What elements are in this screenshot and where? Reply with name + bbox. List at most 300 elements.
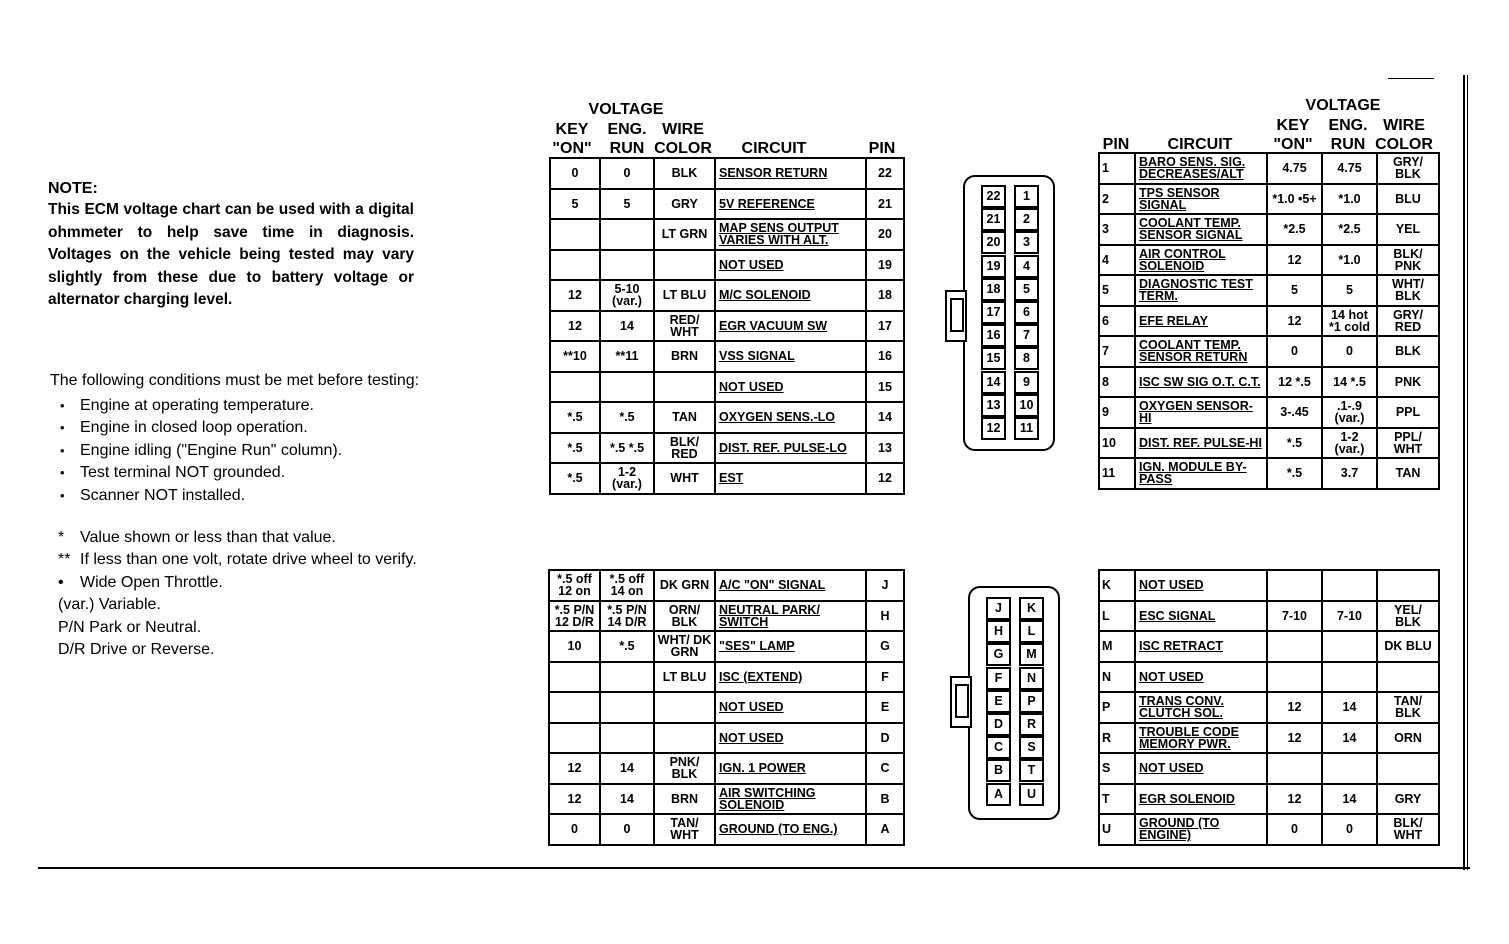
connector-pin: 14: [981, 371, 1006, 394]
table-cell: BLK/ RED: [654, 433, 715, 464]
table-row: [549, 692, 904, 723]
table-cell: C: [866, 753, 904, 784]
table-cell: PNK/ BLK: [654, 753, 715, 784]
conditions-list: [60, 395, 342, 507]
table-cell: NOT USED: [715, 692, 866, 723]
table-row: [1099, 753, 1439, 784]
connector-pin: 19: [981, 255, 1006, 278]
table-cell: RED/ WHT: [654, 311, 715, 342]
table-cell: [600, 250, 654, 281]
connector-pin: 15: [981, 347, 1006, 370]
table-cell: 0: [550, 158, 600, 189]
right-pin-header: PIN: [1102, 136, 1130, 153]
table-row: [549, 662, 904, 693]
table-cell: BLK/ WHT: [1377, 814, 1439, 845]
table-row: [550, 280, 904, 311]
run-label: RUN: [609, 140, 645, 157]
eng-label: ENG.: [1328, 117, 1368, 134]
table-row: [1099, 397, 1439, 428]
connector-pin: T: [1019, 759, 1044, 782]
condition-item: • Scanner NOT installed.: [60, 485, 342, 507]
table-cell: 12: [550, 280, 600, 311]
table-cell: A/C "ON" SIGNAL: [715, 570, 866, 601]
table-cell: WHT/ DK GRN: [654, 631, 715, 662]
table-cell: AIR SWITCHING SOLENOID: [715, 784, 866, 815]
table-cell: [1267, 662, 1322, 693]
connector-pin: 22: [981, 185, 1006, 208]
table-cell: *.5: [1267, 458, 1322, 489]
right-edge-rule-2: [1467, 75, 1468, 870]
color-label: COLOR: [1375, 136, 1433, 153]
table-cell: NOT USED: [1135, 662, 1267, 693]
upper-connector-diagram: [963, 175, 1055, 451]
table-cell: 0: [600, 158, 654, 189]
condition-item: • Engine at operating temperature.: [60, 395, 342, 417]
table-cell: ORN: [1377, 723, 1439, 754]
table-cell: [654, 692, 715, 723]
table-cell: EST: [715, 463, 866, 494]
key-label: KEY: [555, 121, 589, 138]
table-cell: 13: [866, 433, 904, 464]
table-cell: 12: [1267, 306, 1322, 337]
connector-pin: P: [1019, 690, 1044, 713]
legend-item: [58, 572, 417, 594]
table-cell: [654, 723, 715, 754]
table-row: [1099, 184, 1439, 215]
table-cell: *.5: [550, 463, 600, 494]
connector-pin: 18: [981, 278, 1006, 301]
table-cell: YEL/ BLK: [1377, 601, 1439, 632]
table-cell: DK BLU: [1377, 631, 1439, 662]
connector-pin: F: [986, 667, 1011, 690]
connector-pin: M: [1019, 643, 1044, 666]
left-wire-header: [652, 120, 714, 158]
right-circuit-header: CIRCUIT: [1167, 136, 1233, 153]
connector-pin: J: [986, 597, 1011, 620]
table-cell: 12: [1267, 692, 1322, 723]
table-row: [550, 219, 904, 250]
table-cell: **10: [550, 341, 600, 372]
table-cell: 14: [1322, 692, 1377, 723]
table-cell: LT BLU: [654, 662, 715, 693]
table-cell: NOT USED: [1135, 753, 1267, 784]
table-cell: 5-10 (var.): [600, 280, 654, 311]
table-row: [549, 814, 904, 845]
connector-pin: 4: [1014, 255, 1039, 278]
table-cell: M/C SOLENOID: [715, 280, 866, 311]
table-cell: *1.0: [1322, 245, 1377, 276]
table-cell: BARO SENS. SIG. DECREASES/ALT: [1135, 153, 1267, 184]
connector-pin: S: [1019, 736, 1044, 759]
table-cell: 6: [1099, 306, 1135, 337]
table-cell: 10: [1099, 428, 1135, 459]
legend-symbol: •: [58, 573, 64, 591]
table-cell: 0: [1267, 336, 1322, 367]
table-cell: ORN/ BLK: [654, 601, 715, 632]
table-cell: [600, 372, 654, 403]
table-cell: GRY/ RED: [1377, 306, 1439, 337]
bottom-rule: [38, 867, 1470, 869]
table-cell: TPS SENSOR SIGNAL: [1135, 184, 1267, 215]
table-cell: **11: [600, 341, 654, 372]
connector-pin: N: [1019, 667, 1044, 690]
table-cell: AIR CONTROL SOLENOID: [1135, 245, 1267, 276]
table-cell: LT GRN: [654, 219, 715, 250]
right-key-header: [1264, 116, 1322, 154]
table-row: [550, 158, 904, 189]
on-label: "ON": [1273, 136, 1313, 153]
table-row: [1099, 245, 1439, 276]
table-cell: S: [1099, 753, 1135, 784]
table-cell: 8: [1099, 367, 1135, 398]
table-cell: .1-.9 (var.): [1322, 397, 1377, 428]
upper-left-voltage-table: [549, 157, 905, 495]
connector-pin: 16: [981, 324, 1006, 347]
table-cell: 0: [549, 814, 600, 845]
connector-pin: 12: [981, 417, 1006, 440]
table-cell: 20: [866, 219, 904, 250]
connector-pin: 9: [1014, 371, 1039, 394]
table-row: [549, 753, 904, 784]
table-cell: NEUTRAL PARK/ SWITCH: [715, 601, 866, 632]
table-cell: NOT USED: [715, 250, 866, 281]
table-cell: NOT USED: [715, 372, 866, 403]
table-cell: *.5: [600, 402, 654, 433]
on-label: "ON": [552, 140, 592, 157]
table-cell: 17: [866, 311, 904, 342]
table-row: [550, 402, 904, 433]
table-cell: GRY/ BLK: [1377, 153, 1439, 184]
table-cell: [549, 692, 600, 723]
table-cell: 3.7: [1322, 458, 1377, 489]
table-cell: [1377, 753, 1439, 784]
table-cell: TAN: [654, 402, 715, 433]
table-row: [1099, 214, 1439, 245]
table-cell: 19: [866, 250, 904, 281]
connector-pin: E: [986, 690, 1011, 713]
table-row: [550, 433, 904, 464]
table-row: [549, 570, 904, 601]
table-cell: 21: [866, 189, 904, 220]
table-cell: 5V REFERENCE: [715, 189, 866, 220]
table-cell: [550, 250, 600, 281]
left-pin-header: PIN: [868, 140, 896, 157]
connector-pin: 6: [1014, 301, 1039, 324]
table-cell: IGN. MODULE BY-PASS: [1135, 458, 1267, 489]
right-wire-header: [1372, 116, 1436, 154]
table-cell: M: [1099, 631, 1135, 662]
table-cell: PNK: [1377, 367, 1439, 398]
table-cell: [550, 219, 600, 250]
table-cell: BLK: [1377, 336, 1439, 367]
table-cell: 14: [600, 753, 654, 784]
table-cell: SENSOR RETURN: [715, 158, 866, 189]
upper-right-voltage-table: [1098, 152, 1440, 490]
table-cell: 4: [1099, 245, 1135, 276]
legend-text: If less than one volt, rotate drive wheel to verify.: [80, 551, 417, 569]
connector-pin: 17: [981, 301, 1006, 324]
table-cell: TRANS CONV. CLUTCH SOL.: [1135, 692, 1267, 723]
table-cell: WHT/ BLK: [1377, 275, 1439, 306]
table-cell: NOT USED: [1135, 570, 1267, 601]
legend-text: (var.) Variable.: [58, 596, 161, 614]
table-cell: *.5 off 14 on: [600, 570, 654, 601]
table-cell: [1322, 753, 1377, 784]
table-cell: *.5: [550, 433, 600, 464]
table-cell: OXYGEN SENS.-LO: [715, 402, 866, 433]
table-cell: BRN: [654, 784, 715, 815]
table-cell: 4.75: [1267, 153, 1322, 184]
connector-pin: C: [986, 736, 1011, 759]
legend-symbol: **: [58, 551, 71, 569]
table-cell: 12: [866, 463, 904, 494]
table-cell: 5: [600, 189, 654, 220]
left-voltage-header: VOLTAGE: [588, 101, 664, 118]
table-cell: 5: [1322, 275, 1377, 306]
table-row: [1099, 428, 1439, 459]
table-cell: 12: [1267, 784, 1322, 815]
table-row: [1099, 570, 1439, 601]
table-row: [1099, 723, 1439, 754]
table-cell: DIST. REF. PULSE-LO: [715, 433, 866, 464]
lower-right-voltage-table: [1098, 569, 1440, 846]
table-cell: [600, 219, 654, 250]
table-cell: 12 *.5: [1267, 367, 1322, 398]
table-cell: K: [1099, 570, 1135, 601]
connector-pin: 11: [1014, 417, 1039, 440]
table-row: [550, 372, 904, 403]
table-cell: OXYGEN SENSOR-HI: [1135, 397, 1267, 428]
table-cell: 15: [866, 372, 904, 403]
right-voltage-header: VOLTAGE: [1305, 97, 1381, 114]
table-cell: [654, 250, 715, 281]
table-cell: 22: [866, 158, 904, 189]
table-row: [1099, 784, 1439, 815]
table-cell: 14: [866, 402, 904, 433]
table-cell: PPL/ WHT: [1377, 428, 1439, 459]
condition-item: • Engine idling ("Engine Run" column).: [60, 440, 342, 462]
table-row: [1099, 367, 1439, 398]
table-cell: GROUND (TO ENG.): [715, 814, 866, 845]
table-cell: L: [1099, 601, 1135, 632]
table-cell: 2: [1099, 184, 1135, 215]
table-cell: DK GRN: [654, 570, 715, 601]
table-cell: BLU: [1377, 184, 1439, 215]
table-cell: 14 hot *1 cold: [1322, 306, 1377, 337]
table-cell: B: [866, 784, 904, 815]
table-cell: [549, 662, 600, 693]
table-cell: 1: [1099, 153, 1135, 184]
table-cell: NOT USED: [715, 723, 866, 754]
table-row: [550, 250, 904, 281]
table-cell: [1377, 570, 1439, 601]
wire-label: WIRE: [662, 121, 704, 138]
table-cell: EFE RELAY: [1135, 306, 1267, 337]
table-cell: [600, 662, 654, 693]
legend-item: [58, 594, 417, 616]
connector-pin: 21: [981, 208, 1006, 231]
table-cell: BRN: [654, 341, 715, 372]
table-cell: GRY: [654, 189, 715, 220]
table-cell: H: [866, 601, 904, 632]
table-cell: BLK/ PNK: [1377, 245, 1439, 276]
connector-pin: 13: [981, 394, 1006, 417]
table-cell: 12: [549, 784, 600, 815]
table-cell: COOLANT TEMP. SENSOR SIGNAL: [1135, 214, 1267, 245]
table-cell: 0: [1322, 814, 1377, 845]
legend-text: Value shown or less than that value.: [80, 529, 336, 546]
table-cell: [549, 723, 600, 754]
table-cell: [550, 372, 600, 403]
table-cell: TROUBLE CODE MEMORY PWR.: [1135, 723, 1267, 754]
table-cell: 16: [866, 341, 904, 372]
table-cell: [1267, 570, 1322, 601]
table-cell: [1322, 570, 1377, 601]
table-cell: 12: [550, 311, 600, 342]
table-row: [1099, 692, 1439, 723]
connector-pin: U: [1019, 783, 1044, 806]
connector-pin: 20: [981, 231, 1006, 254]
legend-list: [58, 527, 417, 661]
legend-symbol: *: [58, 529, 65, 546]
table-row: [549, 631, 904, 662]
table-cell: YEL: [1377, 214, 1439, 245]
table-cell: 7-10: [1267, 601, 1322, 632]
table-cell: TAN/ BLK: [1377, 692, 1439, 723]
legend-item: [58, 617, 417, 639]
legend-text: Wide Open Throttle.: [80, 573, 223, 591]
table-cell: EGR VACUUM SW: [715, 311, 866, 342]
table-row: [1099, 306, 1439, 337]
connector-pin: L: [1019, 620, 1044, 643]
table-cell: *.5: [550, 402, 600, 433]
connector-pin: G: [986, 643, 1011, 666]
connector-pin: K: [1019, 597, 1044, 620]
table-cell: 5: [1099, 275, 1135, 306]
table-cell: *.5: [600, 631, 654, 662]
left-eng-header: [600, 120, 654, 158]
table-row: [550, 463, 904, 494]
table-cell: 4.75: [1322, 153, 1377, 184]
table-cell: MAP SENS OUTPUT VARIES WITH ALT.: [715, 219, 866, 250]
table-cell: 0: [1322, 336, 1377, 367]
table-row: [1099, 458, 1439, 489]
table-cell: [600, 692, 654, 723]
table-cell: 14: [1322, 723, 1377, 754]
table-cell: EGR SOLENOID: [1135, 784, 1267, 815]
wire-label: WIRE: [1383, 117, 1425, 134]
left-key-header: [549, 120, 595, 158]
table-cell: "SES" LAMP: [715, 631, 866, 662]
table-cell: 7-10: [1322, 601, 1377, 632]
table-cell: 18: [866, 280, 904, 311]
table-cell: U: [1099, 814, 1135, 845]
table-cell: PPL: [1377, 397, 1439, 428]
table-cell: 14: [600, 784, 654, 815]
left-circuit-header: CIRCUIT: [741, 140, 807, 157]
table-cell: 1-2 (var.): [600, 463, 654, 494]
legend-item: [58, 549, 417, 571]
table-cell: *.5 off 12 on: [549, 570, 600, 601]
table-cell: 11: [1099, 458, 1135, 489]
table-cell: 12: [549, 753, 600, 784]
key-label: KEY: [1276, 117, 1310, 134]
table-cell: N: [1099, 662, 1135, 693]
lower-left-voltage-table: [548, 569, 905, 846]
table-row: [549, 601, 904, 632]
table-cell: T: [1099, 784, 1135, 815]
upper-connector-latch-inner: [950, 298, 964, 332]
table-cell: [1267, 753, 1322, 784]
table-cell: DIST. REF. PULSE-HI: [1135, 428, 1267, 459]
table-row: [1099, 601, 1439, 632]
table-cell: R: [1099, 723, 1135, 754]
table-row: [549, 784, 904, 815]
table-cell: LT BLU: [654, 280, 715, 311]
table-row: [550, 341, 904, 372]
table-cell: BLK: [654, 158, 715, 189]
lower-connector-latch-inner: [955, 684, 969, 718]
table-cell: 14: [600, 311, 654, 342]
table-cell: [1267, 631, 1322, 662]
table-cell: A: [866, 814, 904, 845]
legend-item: [58, 639, 417, 661]
table-cell: *1.0: [1322, 184, 1377, 215]
right-edge-rule: [1463, 75, 1465, 870]
table-cell: ESC SIGNAL: [1135, 601, 1267, 632]
table-cell: 12: [1267, 245, 1322, 276]
connector-pin: 7: [1014, 324, 1039, 347]
table-cell: [1377, 662, 1439, 693]
table-cell: IGN. 1 POWER: [715, 753, 866, 784]
table-cell: 14: [1322, 784, 1377, 815]
table-cell: 14 *.5: [1322, 367, 1377, 398]
condition-item: • Engine in closed loop operation.: [60, 417, 342, 439]
connector-pin: A: [986, 783, 1011, 806]
table-cell: *2.5: [1322, 214, 1377, 245]
table-cell: 1-2 (var.): [1322, 428, 1377, 459]
table-cell: *.5: [1267, 428, 1322, 459]
eng-label: ENG.: [607, 121, 647, 138]
table-row: [550, 189, 904, 220]
note-title: NOTE:: [48, 180, 98, 197]
table-cell: [1322, 662, 1377, 693]
table-cell: GROUND (TO ENGINE): [1135, 814, 1267, 845]
table-row: [1099, 275, 1439, 306]
table-cell: 7: [1099, 336, 1135, 367]
table-cell: E: [866, 692, 904, 723]
table-cell: [1322, 631, 1377, 662]
table-cell: WHT: [654, 463, 715, 494]
table-cell: 10: [549, 631, 600, 662]
table-cell: D: [866, 723, 904, 754]
table-cell: GRY: [1377, 784, 1439, 815]
connector-pin: B: [986, 759, 1011, 782]
legend-item: [58, 527, 417, 549]
top-right-mark: [1388, 78, 1434, 79]
table-cell: COOLANT TEMP. SENSOR RETURN: [1135, 336, 1267, 367]
table-cell: *2.5: [1267, 214, 1322, 245]
run-label: RUN: [1330, 136, 1366, 153]
note-body: This ECM voltage chart can be used with a digital ohmmeter to help save time in diagnosis. Voltages on the vehicle being tested may vary slightly from these due to battery voltage or alternator charging level.: [48, 201, 414, 308]
table-cell: *.5 P/N 14 D/R: [600, 601, 654, 632]
table-cell: 5: [550, 189, 600, 220]
table-cell: 3-.45: [1267, 397, 1322, 428]
connector-pin: 3: [1014, 231, 1039, 254]
table-cell: DIAGNOSTIC TEST TERM.: [1135, 275, 1267, 306]
table-row: [1099, 631, 1439, 662]
connector-pin: H: [986, 620, 1011, 643]
